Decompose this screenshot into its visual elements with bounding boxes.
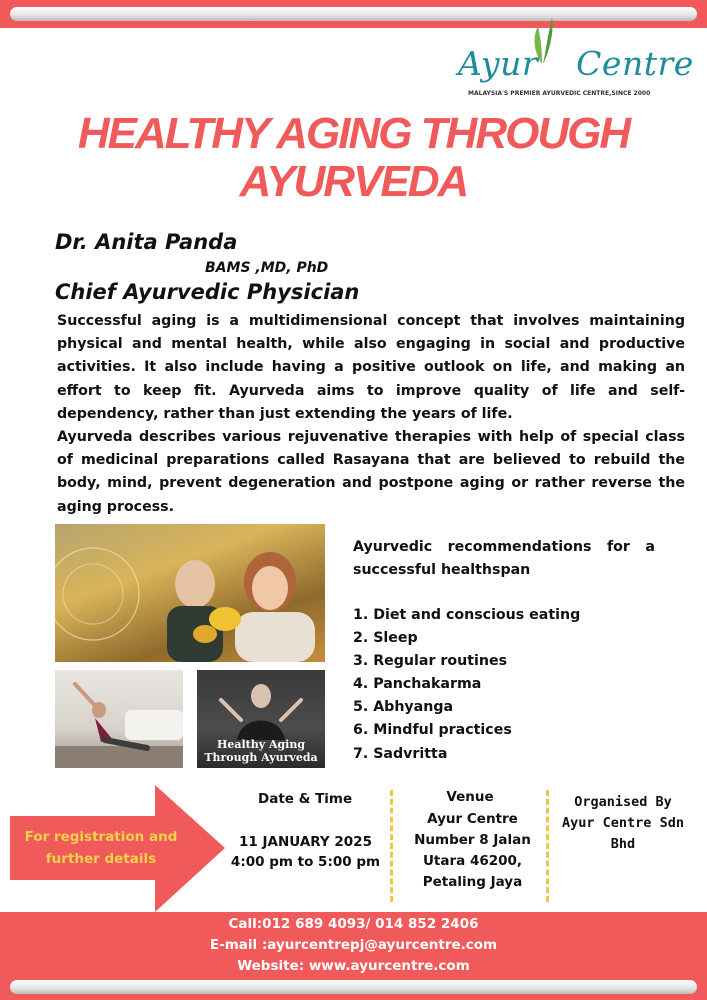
- intro-paragraph-2: Ayurveda describes various rejuvenative therapies with help of special class of medicinal preparations called Rasayana that are believed to rebuild the body, mind, prevent degeneration and postpone aging or rather reverse the aging process.: [57, 429, 685, 515]
- datetime-label: Date & Time: [258, 791, 353, 807]
- logo-name-left: Ayur: [458, 44, 539, 83]
- speaker-role: Chief Ayurvedic Physician: [55, 280, 360, 304]
- list-item: 6. Mindful practices: [353, 722, 512, 739]
- recommendations-list: [353, 604, 580, 766]
- event-date: 11 JANUARY 2025: [239, 834, 372, 850]
- venue-address: Ayur Centre Number 8 Jalan Utara 46200, Petaling Jaya: [414, 811, 531, 890]
- speaker-qualifications: BAMS ,MD, PhD: [205, 260, 329, 276]
- list-item: 5. Abhyanga: [353, 699, 454, 716]
- intro-text: [57, 310, 685, 519]
- list-item: 3. Regular routines: [353, 653, 508, 670]
- list-item: 1. Diet and conscious eating: [353, 607, 581, 623]
- list-item: 4. Panchakarma: [353, 676, 482, 693]
- photo-caption: Healthy Aging Through Ayurveda: [204, 738, 318, 764]
- logo-name-right: Centre: [576, 44, 694, 83]
- contact-email: E-mail :ayurcentrepj@ayurcentre.com: [209, 937, 498, 953]
- event-time: 4:00 pm to 5:00 pm: [230, 854, 381, 870]
- speaker-name: Dr. Anita Panda: [55, 230, 238, 254]
- seniors-autumn-photo: [55, 524, 325, 662]
- ayur-centre-logo: [458, 16, 694, 102]
- divider: [390, 790, 396, 902]
- meditation-photo: [197, 670, 325, 768]
- seniors-photo-art: [55, 524, 325, 662]
- list-item: 2. Sleep: [353, 630, 418, 647]
- contact-info: [0, 914, 707, 977]
- yoga-stretch-photo: [55, 670, 183, 768]
- logo-tagline: MALAYSIA'S PREMIER AYURVEDIC CENTRE,SINCE 2000: [468, 90, 651, 97]
- venue-label: Venue: [446, 789, 494, 805]
- contact-website: Website: www.ayurcentre.com: [237, 958, 470, 974]
- divider: [546, 790, 552, 902]
- list-item: 7. Sadvritta: [353, 745, 448, 762]
- logo-wordmark: [458, 44, 694, 83]
- bottom-stripe: [10, 980, 697, 994]
- yoga-photo-art: [55, 670, 183, 768]
- organiser-text: Organised By Ayur Centre Sdn Bhd: [562, 794, 684, 852]
- intro-paragraph-1: Successful aging is a multidimensional concept that involves maintaining physical and mental health, while also engaging in social and productive activities. It also include having a positive outlook on life, and making an effort to keep fit. Ayurveda aims to improve quality of life and self-dependency, rather than just extending the years of life.: [57, 313, 685, 422]
- page-title: HEALTHY AGING THROUGH AYURVEDA: [77, 109, 630, 206]
- registration-label: For registration and further details: [24, 829, 178, 867]
- contact-phone: Call:012 689 4093/ 014 852 2406: [228, 916, 479, 932]
- event-datetime: [228, 832, 383, 872]
- recommendations-heading: Ayurvedic recommendations for a successful healthspan: [353, 539, 655, 578]
